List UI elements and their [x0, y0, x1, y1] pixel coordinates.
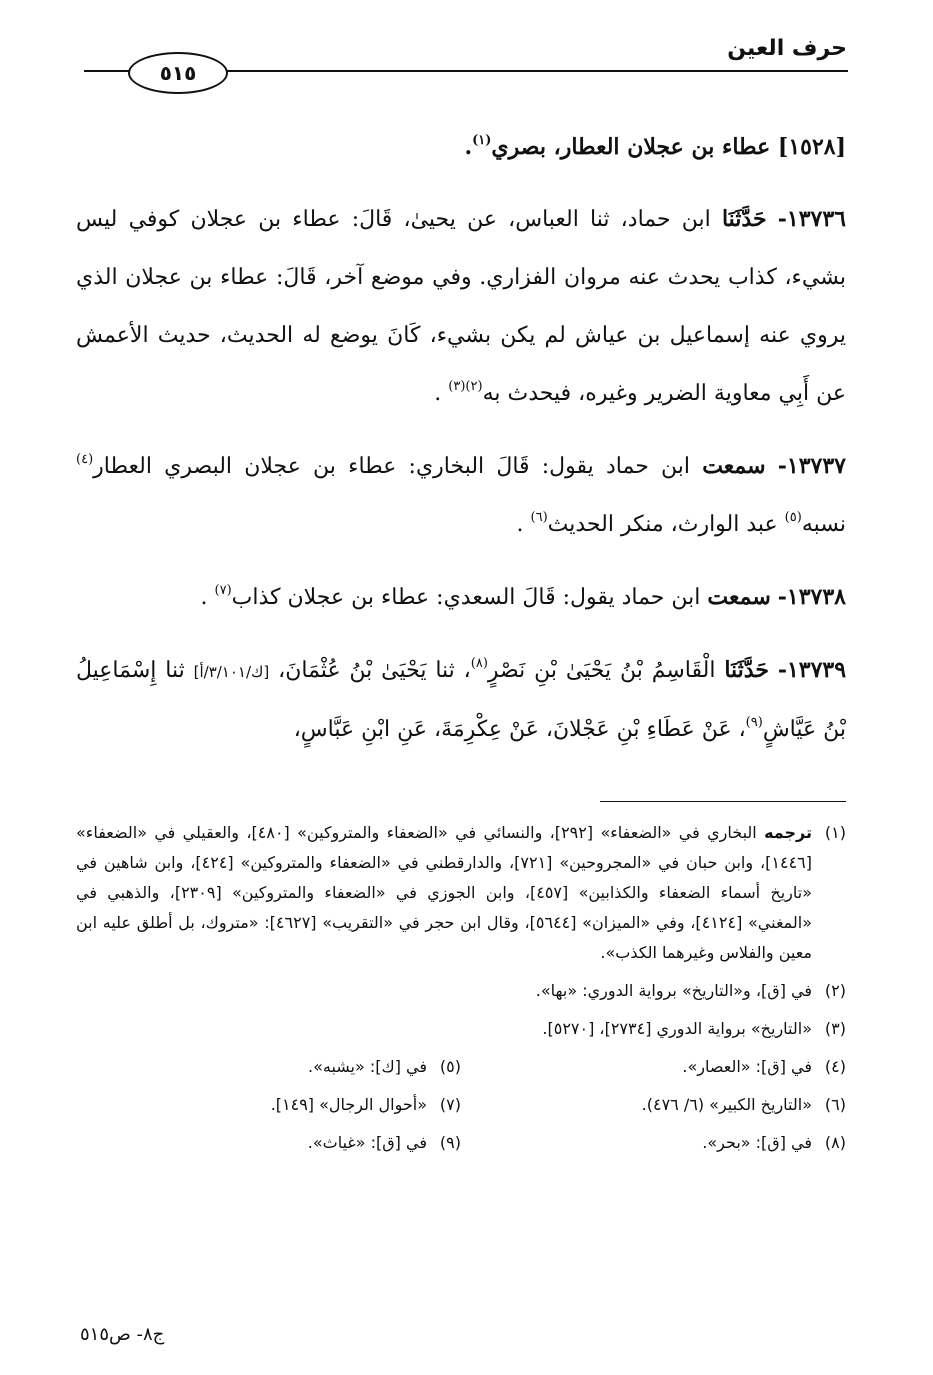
paragraph-text: نسبه — [801, 512, 846, 537]
footnote-marker: (٩) — [745, 715, 763, 730]
footnote-marker: (١) — [472, 133, 492, 148]
footnote-8: (٨) في [ق]: «بحر». — [702, 1133, 846, 1152]
paragraph-text: ، عَنْ عَطَاءِ بْنِ عَجْلانَ، عَنْ عِكْرِمَةَ، عَنِ ابْنِ عَبَّاسٍ، — [293, 717, 746, 742]
narration-lead: حَدَّثَنَا — [721, 206, 767, 232]
narration-lead: سمعت — [707, 584, 771, 610]
paragraph-text: ابن حماد يقول: قَالَ البخاري: عطاء بن عجلان البصري العطار — [93, 454, 690, 479]
hadith-number: ١٣٧٣٦- — [777, 206, 846, 232]
entry-name: عطاء بن عجلان العطار، بصري — [491, 134, 771, 160]
section-title: حرف العين — [727, 36, 847, 61]
paragraph-13736: ١٣٧٣٦- حَدَّثَنَا ابن حماد، ثنا العباس، عن يحيىٰ، قَالَ: عطاء بن عجلان كوفي ليس بشيء، كذاب يحدث عنه مروان الفزاري. وفي موضع آخر، قَالَ: عطاء بن عجلان الذي يروي عنه إسماعيل بن عياش لم يكن بشيء، كَانَ يوضع له الحديث، حديث الأعمش عن أَبِي معاوية الضرير وغيره، فيحدث به$^{(٢)(٣)}$ . — [76, 206, 846, 406]
footnote-row — [76, 1052, 846, 1082]
footnote-7: (٧) «أحوال الرجال» [١٤٩]. — [270, 1095, 461, 1114]
entry-heading: [١٥٢٨] عطاء بن عجلان العطار، بصري$^{(١)}$. — [464, 133, 846, 160]
paragraph-text: ابن حماد يقول: قَالَ السعدي: عطاء بن عجلان كذاب — [231, 585, 701, 610]
paragraph-13739 — [76, 641, 846, 759]
narration-lead: سمعت — [702, 453, 766, 479]
footnote-marker: (٧) — [214, 583, 232, 598]
paragraph-text: عبد الوارث، منكر الحديث — [547, 512, 778, 537]
narration-lead: حَدَّثَنَا — [724, 657, 769, 683]
footnote-9: (٩) في [ق]: «غياث». — [307, 1133, 461, 1152]
footnote-marker: (٨) — [470, 656, 488, 671]
footnote-6: (٦) «التاريخ الكبير» (٦/ ٤٧٦). — [641, 1095, 846, 1114]
hadith-number: ١٣٧٣٧- — [777, 453, 846, 479]
page-number-badge — [128, 52, 228, 94]
manuscript-reference: [ك/٣/١٠١/أ] — [193, 663, 270, 681]
paragraph-13738: ١٣٧٣٨- سمعت ابن حماد يقول: قَالَ السعدي: عطاء بن عجلان كذاب$^{(٧)}$ . — [200, 583, 846, 610]
footnote-separator — [600, 801, 846, 802]
footnote-marker: (٤) — [76, 452, 94, 467]
footnote-marker: (٦) — [530, 510, 548, 525]
page-number: ٥١٥ — [159, 61, 197, 85]
volume-page-label: ج٨- ص٥١٥ — [80, 1324, 165, 1345]
footnote-2: (٢) في [ق]، و«التاريخ» برواية الدوري: «بها». — [535, 981, 846, 1000]
main-text — [76, 118, 846, 773]
paragraph-text: الْقَاسِمُ بْنُ يَحْيَىٰ بْنِ نَصْرٍ — [487, 658, 716, 683]
entry-number: [١٥٢٨] — [777, 134, 846, 160]
footnote-marker: (٢)(٣) — [448, 379, 483, 394]
paragraph-text: ابن حماد، ثنا العباس، عن يحيىٰ، قَالَ: عطاء بن عجلان كوفي ليس بشيء، كذاب يحدث عنه مروان الفزاري. وفي موضع آخر، قَالَ: عطاء بن عجلان الذي يروي عنه إسماعيل بن عياش لم يكن بشيء، كَانَ يوضع له الحديث، حديث الأعمش عن أَبِي معاوية الضرير وغيره، فيحدث به — [76, 207, 846, 406]
footnote-5: (٥) في [ك]: «يشبه». — [307, 1057, 461, 1076]
paragraph-text: ثنا إِسْمَاعِيلُ بْنُ عَيَّاشٍ — [76, 658, 846, 742]
footnote-row — [76, 1090, 846, 1120]
footnote-marker: (٥) — [784, 510, 802, 525]
paragraph-13737: ١٣٧٣٧- سمعت ابن حماد يقول: قَالَ البخاري: عطاء بن عجلان البصري العطار$^{(٤)}$ نسبه$^{(٥)}$ عبد الوارث، منكر الحديث$^{(٦)}$ . — [76, 452, 846, 537]
footnote-4: (٤) في [ق]: «العصار». — [682, 1057, 846, 1076]
footnote-1: (١) ترجمه البخاري في «الضعفاء» [٢٩٢]، والنسائي في «الضعفاء والمتروكين» [٤٨٠]، والعقيلي في «الضعفاء» [١٤٤٦]، وابن حبان في «المجروحين» [٧٢١]، والدارقطني في «الضعفاء والمتروكين» [٤٢٤]، وابن شاهين في «تاريخ أسماء الضعفاء والكذابين» [٤٥٧]، وابن الجوزي في «الضعفاء والمتروكين» [٢٣٠٩]، والذهبي في «المغني» [٤١٢٤]، وفي «الميزان» [٥٦٤٤]، وقال ابن حجر في «التقريب» [٤٦٢٧]: «متروك، بل أطلق عليه ابن معين والفلاس وغيرهما الكذب». — [76, 823, 846, 962]
hadith-number: ١٣٧٣٨- — [777, 584, 846, 610]
paragraph-text: ، ثنا يَحْيَىٰ بْنُ عُثْمَانَ، — [278, 658, 471, 683]
hadith-number: ١٣٧٣٩- — [777, 657, 847, 683]
footnotes — [76, 818, 846, 1158]
footnote-3: (٣) «التاريخ» برواية الدوري [٢٧٣٤]، [٥٢٧٠]. — [542, 1019, 846, 1038]
footnote-row — [76, 1128, 846, 1158]
